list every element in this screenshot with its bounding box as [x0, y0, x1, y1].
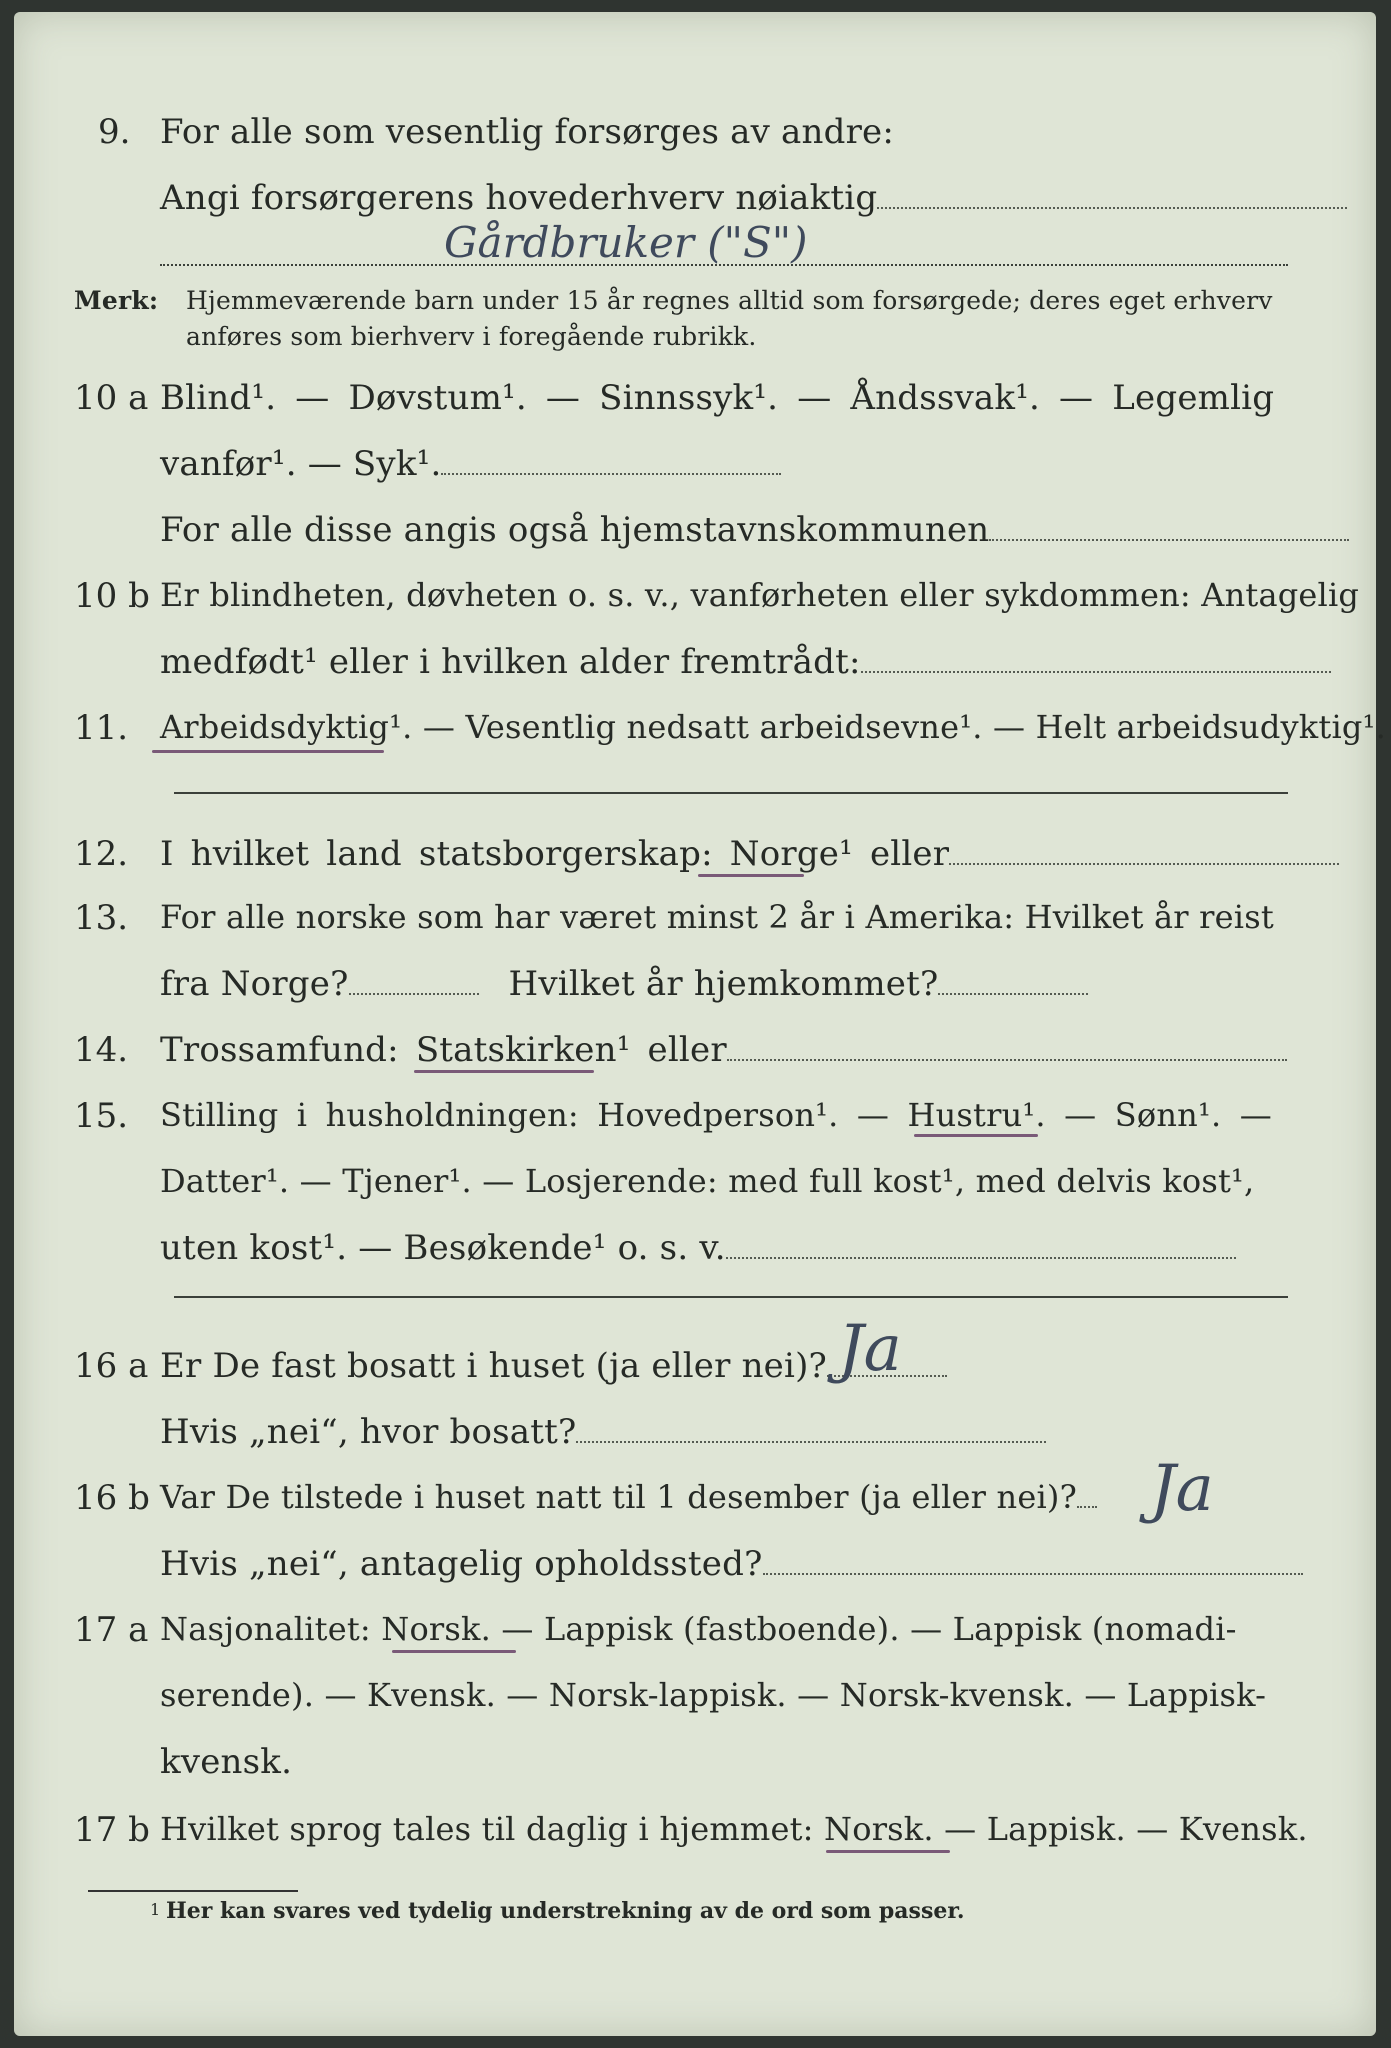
q13-line1: For alle norske som har været minst 2 år i Amerika: Hvilket år reist: [160, 898, 1274, 936]
merk-line2: anføres som bierhverv i foregående rubrikk.: [186, 322, 757, 351]
q16b-line2-text: Hvis „nei“, antagelig opholdssted?: [160, 1544, 763, 1584]
q9-line1: For alle som vesentlig forsørges av andre:: [160, 112, 895, 152]
q12-line1-text: I hvilket land statsborgerskap: Norge¹ eller: [160, 834, 950, 874]
q16a-line1: [160, 1346, 947, 1386]
q14-line1-text: Trossamfund: Statskirken¹ eller: [160, 1030, 727, 1070]
q14-line1: [160, 1030, 1287, 1070]
q10b-line2-text: medfødt¹ eller i hvilken alder fremtrådt:: [160, 642, 861, 682]
q10b-dotted-field: [861, 669, 1331, 673]
q14-underline-mark: [414, 1070, 594, 1073]
q13-dotted-field-2: [938, 991, 1088, 995]
footnote-rule: [88, 1890, 298, 1892]
q10a-line1: Blind¹. — Døvstum¹. — Sinnssyk¹. — Åndssvak¹. — Legemlig: [160, 378, 1275, 418]
q14-number: 14.: [74, 1030, 129, 1070]
q16a-line1-text: Er De fast bosatt i huset (ja eller nei)?: [160, 1346, 827, 1386]
q10a-dotted-field: [441, 471, 781, 475]
q16b-dotted-field-2: [763, 1571, 1303, 1575]
q16a-handwritten-answer: Ja: [838, 1312, 902, 1386]
q10b-line2: [160, 642, 1331, 682]
q13-line2a: fra Norge?: [160, 964, 349, 1004]
q16b-handwritten-answer: Ja: [1150, 1452, 1214, 1526]
q9-dotted-field: [877, 205, 1347, 209]
q17a-line2: serende). — Kvensk. — Norsk-lappisk. — Norsk-kvensk. — Lappisk-: [160, 1676, 1267, 1714]
q12-dotted-field: [949, 861, 1339, 865]
q17b-number: 17 b: [74, 1810, 150, 1850]
q12-line1: [160, 834, 1339, 874]
q15-line2: Datter¹. — Tjener¹. — Losjerende: med full kost¹, med delvis kost¹,: [160, 1162, 1255, 1200]
merk-line1: Hjemmeværende barn under 15 år regnes alltid som forsørgede; deres eget erhverv: [186, 286, 1273, 315]
q10b-line1: Er blindheten, døvheten o. s. v., vanførheten eller sykdommen: Antagelig: [160, 576, 1360, 614]
q15-answer-line: [174, 1296, 1288, 1298]
q16a-line2: [160, 1412, 1046, 1452]
q17b-underline-mark: [826, 1850, 950, 1853]
q16b-line2: [160, 1544, 1303, 1584]
q16b-line1-text: Var De tilstede i huset natt til 1 desember (ja eller nei)?: [160, 1478, 1077, 1516]
q13-dotted-field-1: [349, 991, 479, 995]
q17a-underline-mark: [392, 1650, 516, 1653]
q10a-line2-text: vanfør¹. — Syk¹.: [160, 444, 442, 484]
q16a-number: 16 a: [74, 1346, 149, 1386]
footnote-text: Her kan svares ved tydelig understrekning av de ord som passer.: [166, 1898, 965, 1924]
q16a-dotted-field-2: [576, 1439, 1046, 1443]
q15-line3-text: uten kost¹. — Besøkende¹ o. s. v.: [160, 1228, 726, 1268]
q14-dotted-field: [727, 1057, 1287, 1061]
q16b-line1: [160, 1478, 1097, 1516]
q10a-number: 10 a: [74, 378, 149, 418]
q10a-line3-text: For alle disse angis også hjemstavnskommunen: [160, 510, 990, 550]
q17a-line3: kvensk.: [160, 1742, 293, 1782]
q11-line1: Arbeidsdyktig¹. — Vesentlig nedsatt arbeidsevne¹. — Helt arbeidsudyktig¹.: [160, 708, 1386, 746]
merk-label: Merk:: [74, 286, 159, 315]
q17a-number: 17 a: [74, 1610, 149, 1650]
q16b-dotted-field: [1077, 1504, 1097, 1508]
q16b-number: 16 b: [74, 1478, 150, 1518]
q17a-line1: Nasjonalitet: Norsk. — Lappisk (fastboende). — Lappisk (nomadi-: [160, 1610, 1237, 1648]
q11-answer-line: [174, 792, 1288, 794]
q9-number: 9.: [98, 112, 131, 152]
q15-dotted-field: [726, 1255, 1236, 1259]
q15-line3: [160, 1228, 1236, 1268]
q10a-dotted-field-2: [989, 537, 1349, 541]
q11-underline-mark: [152, 750, 384, 753]
q15-number: 15.: [74, 1096, 129, 1136]
q13-number: 13.: [74, 898, 129, 938]
footnote-mark: 1: [150, 1900, 161, 1919]
q15-line1: Stilling i husholdningen: Hovedperson¹. — Hustru¹. — Sønn¹. —: [160, 1096, 1272, 1134]
q9-answer-line: [160, 264, 1288, 266]
q10a-line3: [160, 510, 1349, 550]
q15-underline-mark: [914, 1134, 1038, 1137]
q16a-line2-text: Hvis „nei“, hvor bosatt?: [160, 1412, 577, 1452]
q12-number: 12.: [74, 834, 129, 874]
q13-line2: [160, 964, 1088, 1004]
q11-number: 11.: [74, 708, 129, 748]
census-form-page: [14, 12, 1386, 2036]
q10a-line2: [160, 444, 781, 484]
q9-line2: [160, 178, 1347, 218]
q10b-number: 10 b: [74, 576, 150, 616]
q13-line2b: Hvilket år hjemkommet?: [508, 964, 939, 1004]
q17b-line1: Hvilket sprog tales til daglig i hjemmet: Norsk. — Lappisk. — Kvensk.: [160, 1810, 1308, 1848]
q12-underline-mark: [698, 874, 804, 877]
q9-line2-text: Angi forsørgerens hovederhverv nøiaktig: [160, 178, 878, 218]
q9-handwritten-answer: Gårdbruker ("S"): [444, 218, 808, 267]
